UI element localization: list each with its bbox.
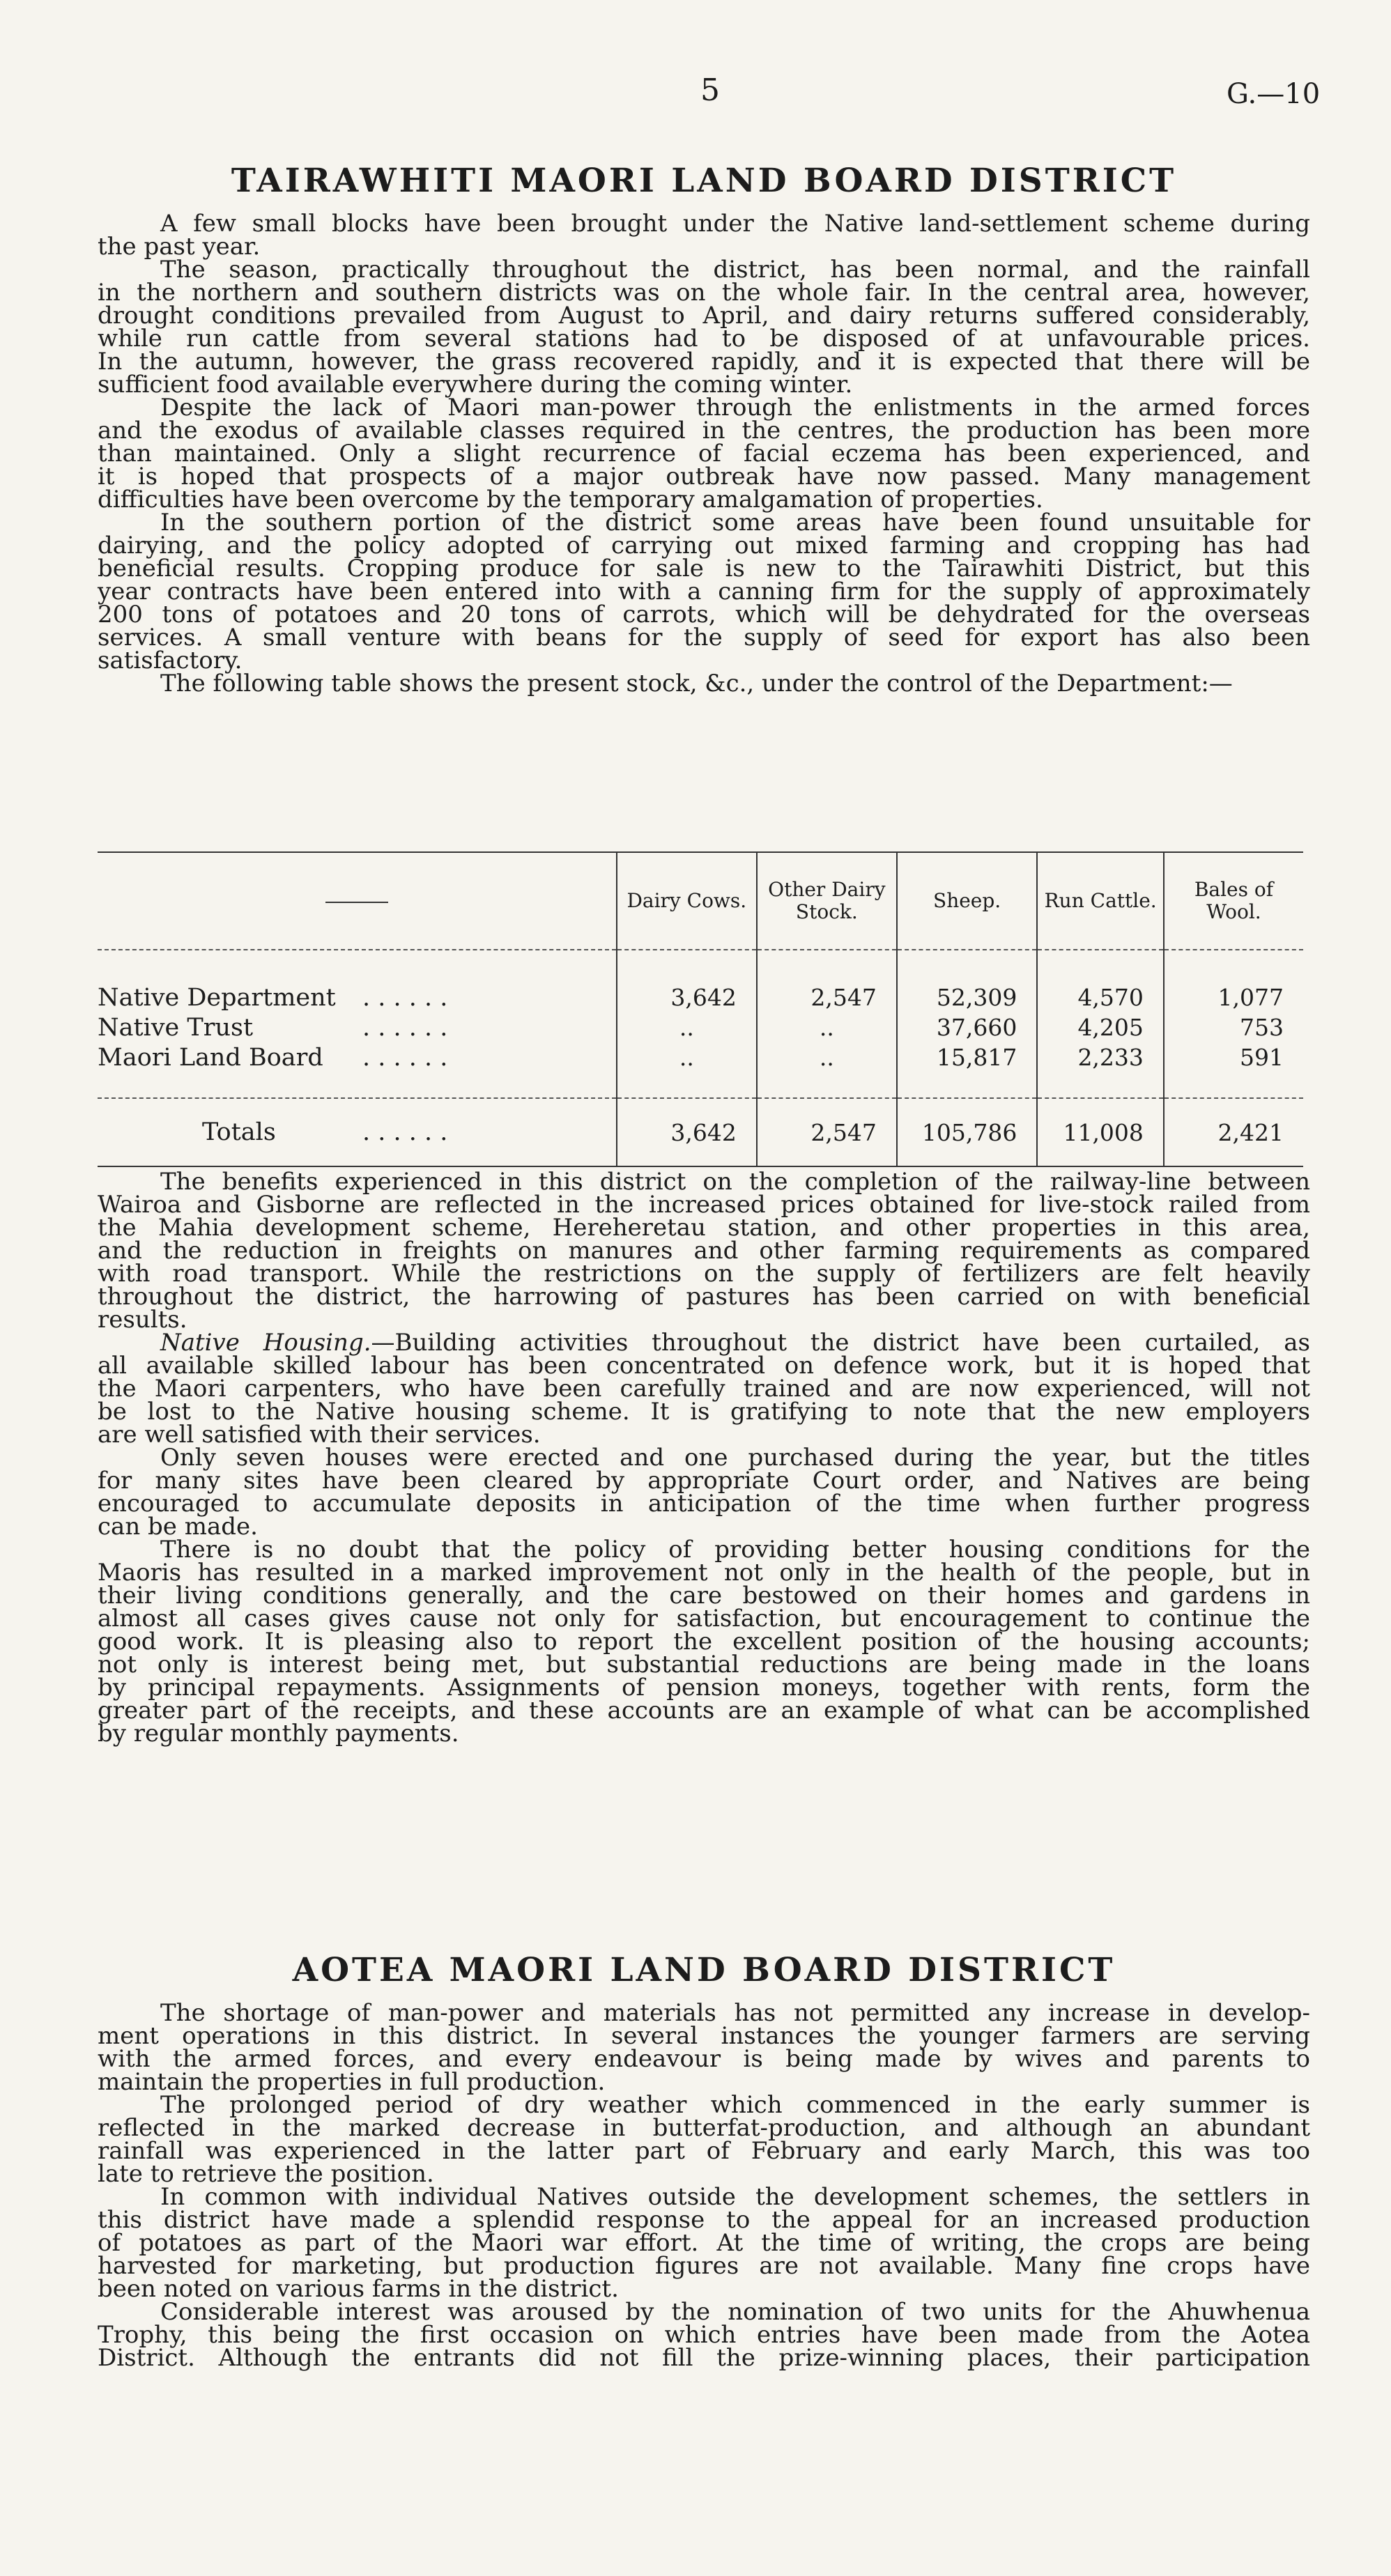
leader-dots: . . . . . . (362, 983, 448, 1012)
stock-table (98, 851, 1303, 1167)
cell: 37,660 (897, 1012, 1038, 1042)
text-line: Maoris has resulted in a marked improvement not only in the health of the people, but in (98, 1559, 1310, 1587)
text-line: their living conditions generally, and the care bestowed on their homes and gardens in (98, 1582, 1310, 1610)
text-line: The following table shows the present stock, &c., under the control of the Department:— (160, 670, 1233, 697)
text-line: while run cattle from several stations had to be disposed of at unfavourable prices. (98, 325, 1310, 353)
text-line: year contracts have been entered into with a canning firm for the supply of approximately (98, 578, 1310, 606)
text-line: In the autumn, however, the grass recovered rapidly, and it is expected that there will be (98, 348, 1310, 376)
text-line: Only seven houses were erected and one purchased during the year, but the titles (160, 1444, 1310, 1472)
table-row (98, 982, 1303, 1012)
text-line: beneficial results. Cropping produce for sale is new to the Tairawhiti District, but this (98, 555, 1310, 583)
text-line: The prolonged period of dry weather which commenced in the early summer is (160, 2091, 1310, 2119)
leader-dots: . . . . . . (362, 1118, 448, 1146)
col-header-run-cattle: Run Cattle. (1037, 852, 1164, 950)
text-line: difficulties have been overcome by the temporary amalgamation of properties. (98, 486, 1043, 514)
text-line: District. Although the entrants did not fill the prize-winning places, their participation (98, 2344, 1310, 2372)
page-number: 5 (700, 72, 720, 108)
text-line: throughout the district, the harrowing of pastures has been carried on with beneficial (98, 1283, 1310, 1311)
text-line: be lost to the Native housing scheme. It is gratifying to note that the new employers (98, 1398, 1310, 1426)
cell: 2,233 (1037, 1042, 1164, 1072)
text-line: good work. It is pleasing also to report the excellent position of the housing accounts; (98, 1628, 1310, 1656)
text-line: with the armed forces, and every endeavour is being made by wives and parents to (98, 2045, 1310, 2073)
text-line: Despite the lack of Maori man-power through the enlistments in the armed forces (160, 394, 1310, 422)
cell: 52,309 (897, 982, 1038, 1012)
cell: 15,817 (897, 1042, 1038, 1072)
row-label: Native Trust (98, 1013, 254, 1042)
paragraph (98, 1999, 1310, 2372)
row-label: Native Department (98, 983, 336, 1012)
cell: 11,008 (1037, 1098, 1164, 1166)
text-line: The benefits experienced in this district on the completion of the railway-line between (160, 1168, 1310, 1196)
col-header-other-dairy-stock: Other Dairy Stock. (757, 852, 897, 950)
paragraph (98, 210, 1310, 697)
cell: 2,547 (757, 1098, 897, 1166)
text-line: In common with individual Natives outside the development schemes, the settlers in (160, 2183, 1310, 2211)
cell: .. (757, 1042, 897, 1072)
text-line: Trophy, this being the first occasion on which entries have been made from the Aotea (98, 2321, 1310, 2349)
text-line: drought conditions prevailed from August to April, and dairy returns suffered considerably, (98, 302, 1310, 330)
text-line: been noted on various farms in the district. (98, 2275, 619, 2303)
cell: .. (617, 1012, 757, 1042)
cell: 3,642 (617, 982, 757, 1012)
text-line: In the southern portion of the district some areas have been found unsuitable for (160, 509, 1310, 537)
text-line: Wairoa and Gisborne are reflected in the increased prices obtained for live-stock railed from (98, 1191, 1310, 1219)
col-header-sheep: Sheep. (897, 852, 1038, 950)
text-line: for many sites have been cleared by appropriate Court order, and Natives are being (98, 1467, 1310, 1495)
section-title-tairawhiti: TAIRAWHITI MAORI LAND BOARD DISTRICT (231, 162, 1177, 200)
text-line: it is hoped that prospects of a major outbreak have now passed. Many management (98, 463, 1310, 491)
text-line: dairying, and the policy adopted of carrying out mixed farming and cropping has had (98, 532, 1310, 560)
table-row (98, 1012, 1303, 1042)
col-header-dairy-cows: Dairy Cows. (617, 852, 757, 950)
text-line: by principal repayments. Assignments of pension moneys, together with rents, form the (98, 1674, 1310, 1702)
text-line: Considerable interest was aroused by the nomination of two units for the Ahuwhenua (160, 2298, 1310, 2326)
text-line: with road transport. While the restrictions on the supply of fertilizers are felt heavily (98, 1260, 1310, 1288)
leader-dots: . . . . . . (362, 1013, 448, 1042)
text-line: The shortage of man-power and materials has not permitted any increase in develop- (160, 1999, 1310, 2027)
col-header-bales-of-wool: Bales of Wool. (1164, 852, 1303, 950)
text-line: this district have made a splendid response to the appeal for an increased production (98, 2206, 1310, 2234)
text-line: and the reduction in freights on manures and other farming requirements as compared (98, 1237, 1310, 1265)
cell: 2,547 (757, 982, 897, 1012)
text-line: services. A small venture with beans for the supply of seed for export has also been (98, 624, 1310, 651)
section-title-aotea: AOTEA MAORI LAND BOARD DISTRICT (292, 1951, 1116, 1989)
cell: .. (757, 1012, 897, 1042)
housing-heading: Native Housing. (160, 1329, 371, 1357)
text-line: ment operations in this district. In several instances the younger farmers are serving (98, 2022, 1310, 2050)
text-line: encouraged to accumulate deposits in anticipation of the time when further progress (98, 1490, 1310, 1518)
text-line: There is no doubt that the policy of providing better housing conditions for the (160, 1536, 1310, 1564)
text-line: and the exodus of available classes required in the centres, the production has been more (98, 417, 1310, 445)
text-line: satisfactory. (98, 647, 243, 674)
text-line: sufficient food available everywhere during the coming winter. (98, 371, 853, 399)
cell: 4,570 (1037, 982, 1164, 1012)
text-line: almost all cases gives cause not only for satisfaction, but encouragement to continue the (98, 1605, 1310, 1633)
text-line: 200 tons of potatoes and 20 tons of carrots, which will be dehydrated for the overseas (98, 601, 1310, 628)
text-line: A few small blocks have been brought under the Native land-settlement scheme during (160, 210, 1310, 238)
totals-label: Totals (202, 1118, 276, 1146)
leader-dots: . . . . . . (362, 1043, 448, 1072)
cell: 1,077 (1164, 982, 1303, 1012)
totals-row (98, 1098, 1303, 1166)
text-line: are well satisfied with their services. (98, 1421, 541, 1449)
text-line: in the northern and southern districts was on the whole fair. In the central area, however, (98, 279, 1310, 307)
text-line: reflected in the marked decrease in butterfat-production, and although an abundant (98, 2114, 1310, 2142)
text-line: the past year. (98, 233, 261, 261)
document-code: G.—10 (1227, 78, 1321, 110)
table-row (98, 1042, 1303, 1072)
cell: 2,421 (1164, 1098, 1303, 1166)
text-line: results. (98, 1306, 187, 1334)
paragraph (98, 1168, 1310, 1748)
cell: 105,786 (897, 1098, 1038, 1166)
cell: .. (617, 1042, 757, 1072)
text-line: greater part of the receipts, and these accounts are an example of what can be accomplished (98, 1697, 1310, 1725)
row-label: Maori Land Board (98, 1043, 323, 1072)
text-line: harvested for marketing, but production figures are not available. Many fine crops have (98, 2252, 1310, 2280)
text-line: by regular monthly payments. (98, 1720, 459, 1748)
text-line: maintain the properties in full production. (98, 2068, 606, 2096)
text-line: The season, practically throughout the district, has been normal, and the rainfall (160, 256, 1310, 284)
text-line: late to retrieve the position. (98, 2160, 434, 2188)
text-line: all available skilled labour has been concentrated on defence work, but it is hoped that (98, 1352, 1310, 1380)
cell: 3,642 (617, 1098, 757, 1166)
text-line: rainfall was experienced in the latter part of February and early March, this was too (98, 2137, 1310, 2165)
text-line: can be made. (98, 1513, 258, 1541)
header-dash (325, 902, 388, 903)
text-line: of potatoes as part of the Maori war effort. At the time of writing, the crops are being (98, 2229, 1310, 2257)
text-line: the Maori carpenters, who have been carefully trained and are now experienced, will not (98, 1375, 1310, 1403)
housing-first-line: —Building activities throughout the district have been curtailed, as (371, 1329, 1310, 1357)
text-line: not only is interest being met, but substantial reductions are being made in the loans (98, 1651, 1310, 1679)
cell: 753 (1164, 1012, 1303, 1042)
text-line: than maintained. Only a slight recurrence of facial eczema has been experienced, and (98, 440, 1310, 468)
cell: 4,205 (1037, 1012, 1164, 1042)
cell: 591 (1164, 1042, 1303, 1072)
text-line: the Mahia development scheme, Hereheretau station, and other properties in this area, (98, 1214, 1310, 1242)
